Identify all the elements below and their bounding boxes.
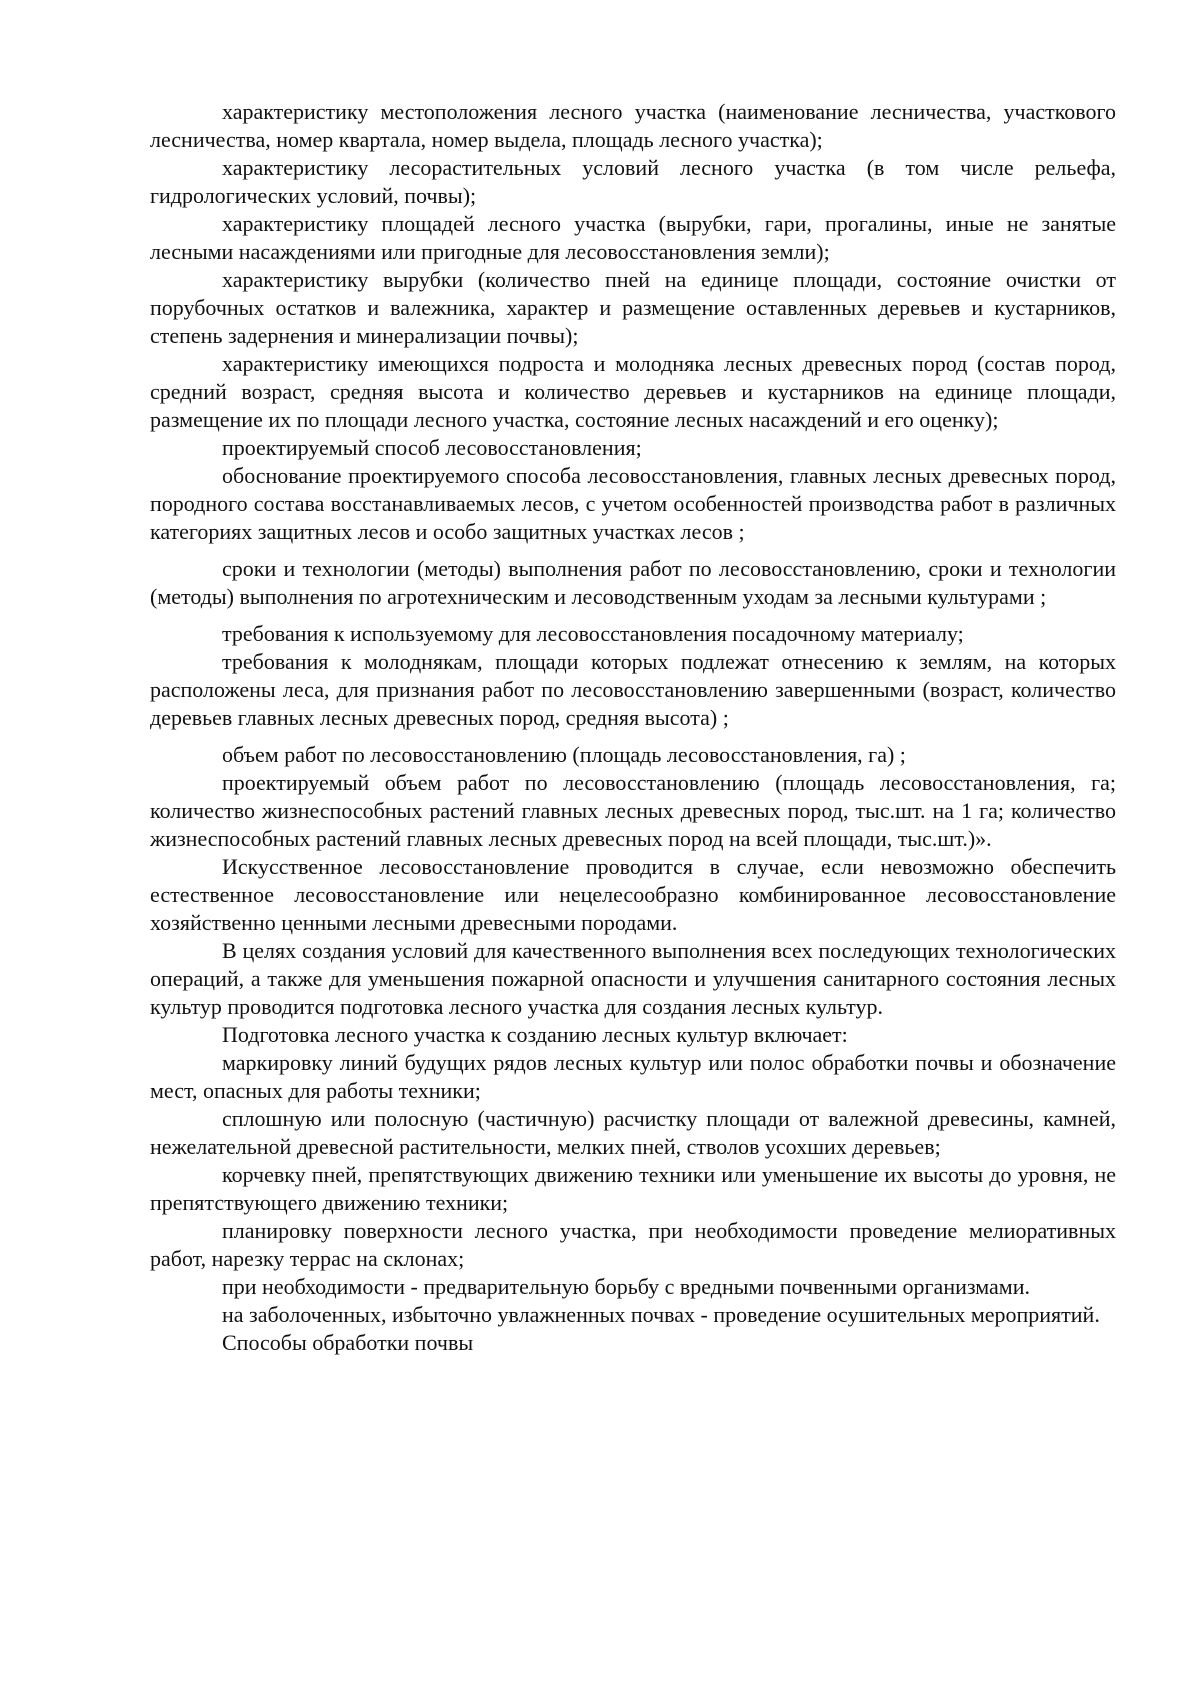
paragraph-drainage: на заболоченных, избыточно увлажненных почвах - проведение осушительных мероприятий. (222, 1302, 1100, 1327)
paragraph-stumping: корчевку пней, препятствующих движению техники или уменьшение их высоты до уровня, не препятствующего движению техники; (150, 1162, 1116, 1215)
paragraph-projected-volume: проектируемый объем работ по лесовосстановлению (площадь лесовосстановления, га; количество жизнеспособных растений главных лесных древесных пород, тыс.шт. на 1 га; количество жизнеспособных растений главных лесных древесных пород на всей площади, тыс.шт.)». (150, 770, 1116, 851)
paragraph-method: проектируемый способ лесовосстановления; (222, 435, 642, 460)
paragraph-surface-planning: планировку поверхности лесного участка, при необходимости проведение мелиоративных работ, нарезку террас на склонах; (150, 1218, 1116, 1271)
paragraph-soil-treatment-heading: Способы обработки почвы (222, 1330, 474, 1355)
paragraph-artificial-reforestation: Искусственное лесовосстановление проводится в случае, если невозможно обеспечить естественное лесовосстановление или нецелесообразно комбинированное лесовосстановление хозяйственно ценными лесными древесными породами. (150, 854, 1116, 935)
paragraph-location: характеристику местоположения лесного участка (наименование лесничества, участкового лесничества, номер квартала, номер выдела, площадь лесного участка); (150, 99, 1116, 152)
paragraph-timing-technology: сроки и технологии (методы) выполнения работ по лесовосстановлению, сроки и технологии (методы) выполнения по агротехническим и лесоводственным уходам за лесными культурами ; (150, 556, 1116, 609)
paragraph-site-preparation-purpose: В целях создания условий для качественного выполнения всех последующих технологических операций, а также для уменьшения пожарной опасности и улучшения санитарного состояния лесных культур проводится подготовка лесного участка для создания лесных культур. (150, 938, 1116, 1019)
paragraph-pest-control: при необходимости - предварительную борьбу с вредными почвенными организмами. (222, 1274, 1030, 1299)
paragraph-clearing: сплошную или полосную (частичную) расчистку площади от валежной древесины, камней, нежелательной древесной растительности, мелких пней, стволов усохших деревьев; (150, 1106, 1116, 1159)
paragraph-growing-conditions: характеристику лесорастительных условий лесного участка (в том числе рельефа, гидрологических условий, почвы); (150, 155, 1116, 208)
paragraph-young-stand-requirements: требования к молоднякам, площади которых подлежат отнесению к землям, на которых расположены леса, для признания работ по лесовосстановлению завершенными (возраст, количество деревьев главных лесных древесных пород, средняя высота) ; (150, 649, 1116, 730)
paragraph-site-preparation-intro: Подготовка лесного участка к созданию лесных культур включает: (222, 1022, 848, 1047)
paragraph-method-justification: обоснование проектируемого способа лесовосстановления, главных лесных древесных пород, породного состава восстанавливаемых лесов, с учетом особенностей производства работ в различных категориях защитных лесов и особо защитных участках лесов ; (150, 463, 1116, 544)
paragraph-work-volume: объем работ по лесовосстановлению (площадь лесовосстановления, га) ; (222, 742, 906, 767)
document-page (150, 98, 1116, 1357)
paragraph-plot-areas: характеристику площадей лесного участка (вырубки, гари, прогалины, иные не занятые лесными насаждениями или пригодные для лесовосстановления земли); (150, 211, 1116, 264)
paragraph-planting-material: требования к используемому для лесовосстановления посадочному материалу; (222, 621, 964, 646)
paragraph-marking: маркировку линий будущих рядов лесных культур или полос обработки почвы и обозначение мест, опасных для работы техники; (150, 1050, 1116, 1103)
paragraph-clearcut: характеристику вырубки (количество пней на единице площади, состояние очистки от порубочных остатков и валежника, характер и размещение оставленных деревьев и кустарников, степень задернения и минерализации почвы); (150, 267, 1116, 348)
paragraph-undergrowth: характеристику имеющихся подроста и молодняка лесных древесных пород (состав пород, средний возраст, средняя высота и количество деревьев и кустарников на единице площади, размещение их по площади лесного участка, состояние лесных насаждений и его оценку); (150, 351, 1116, 432)
